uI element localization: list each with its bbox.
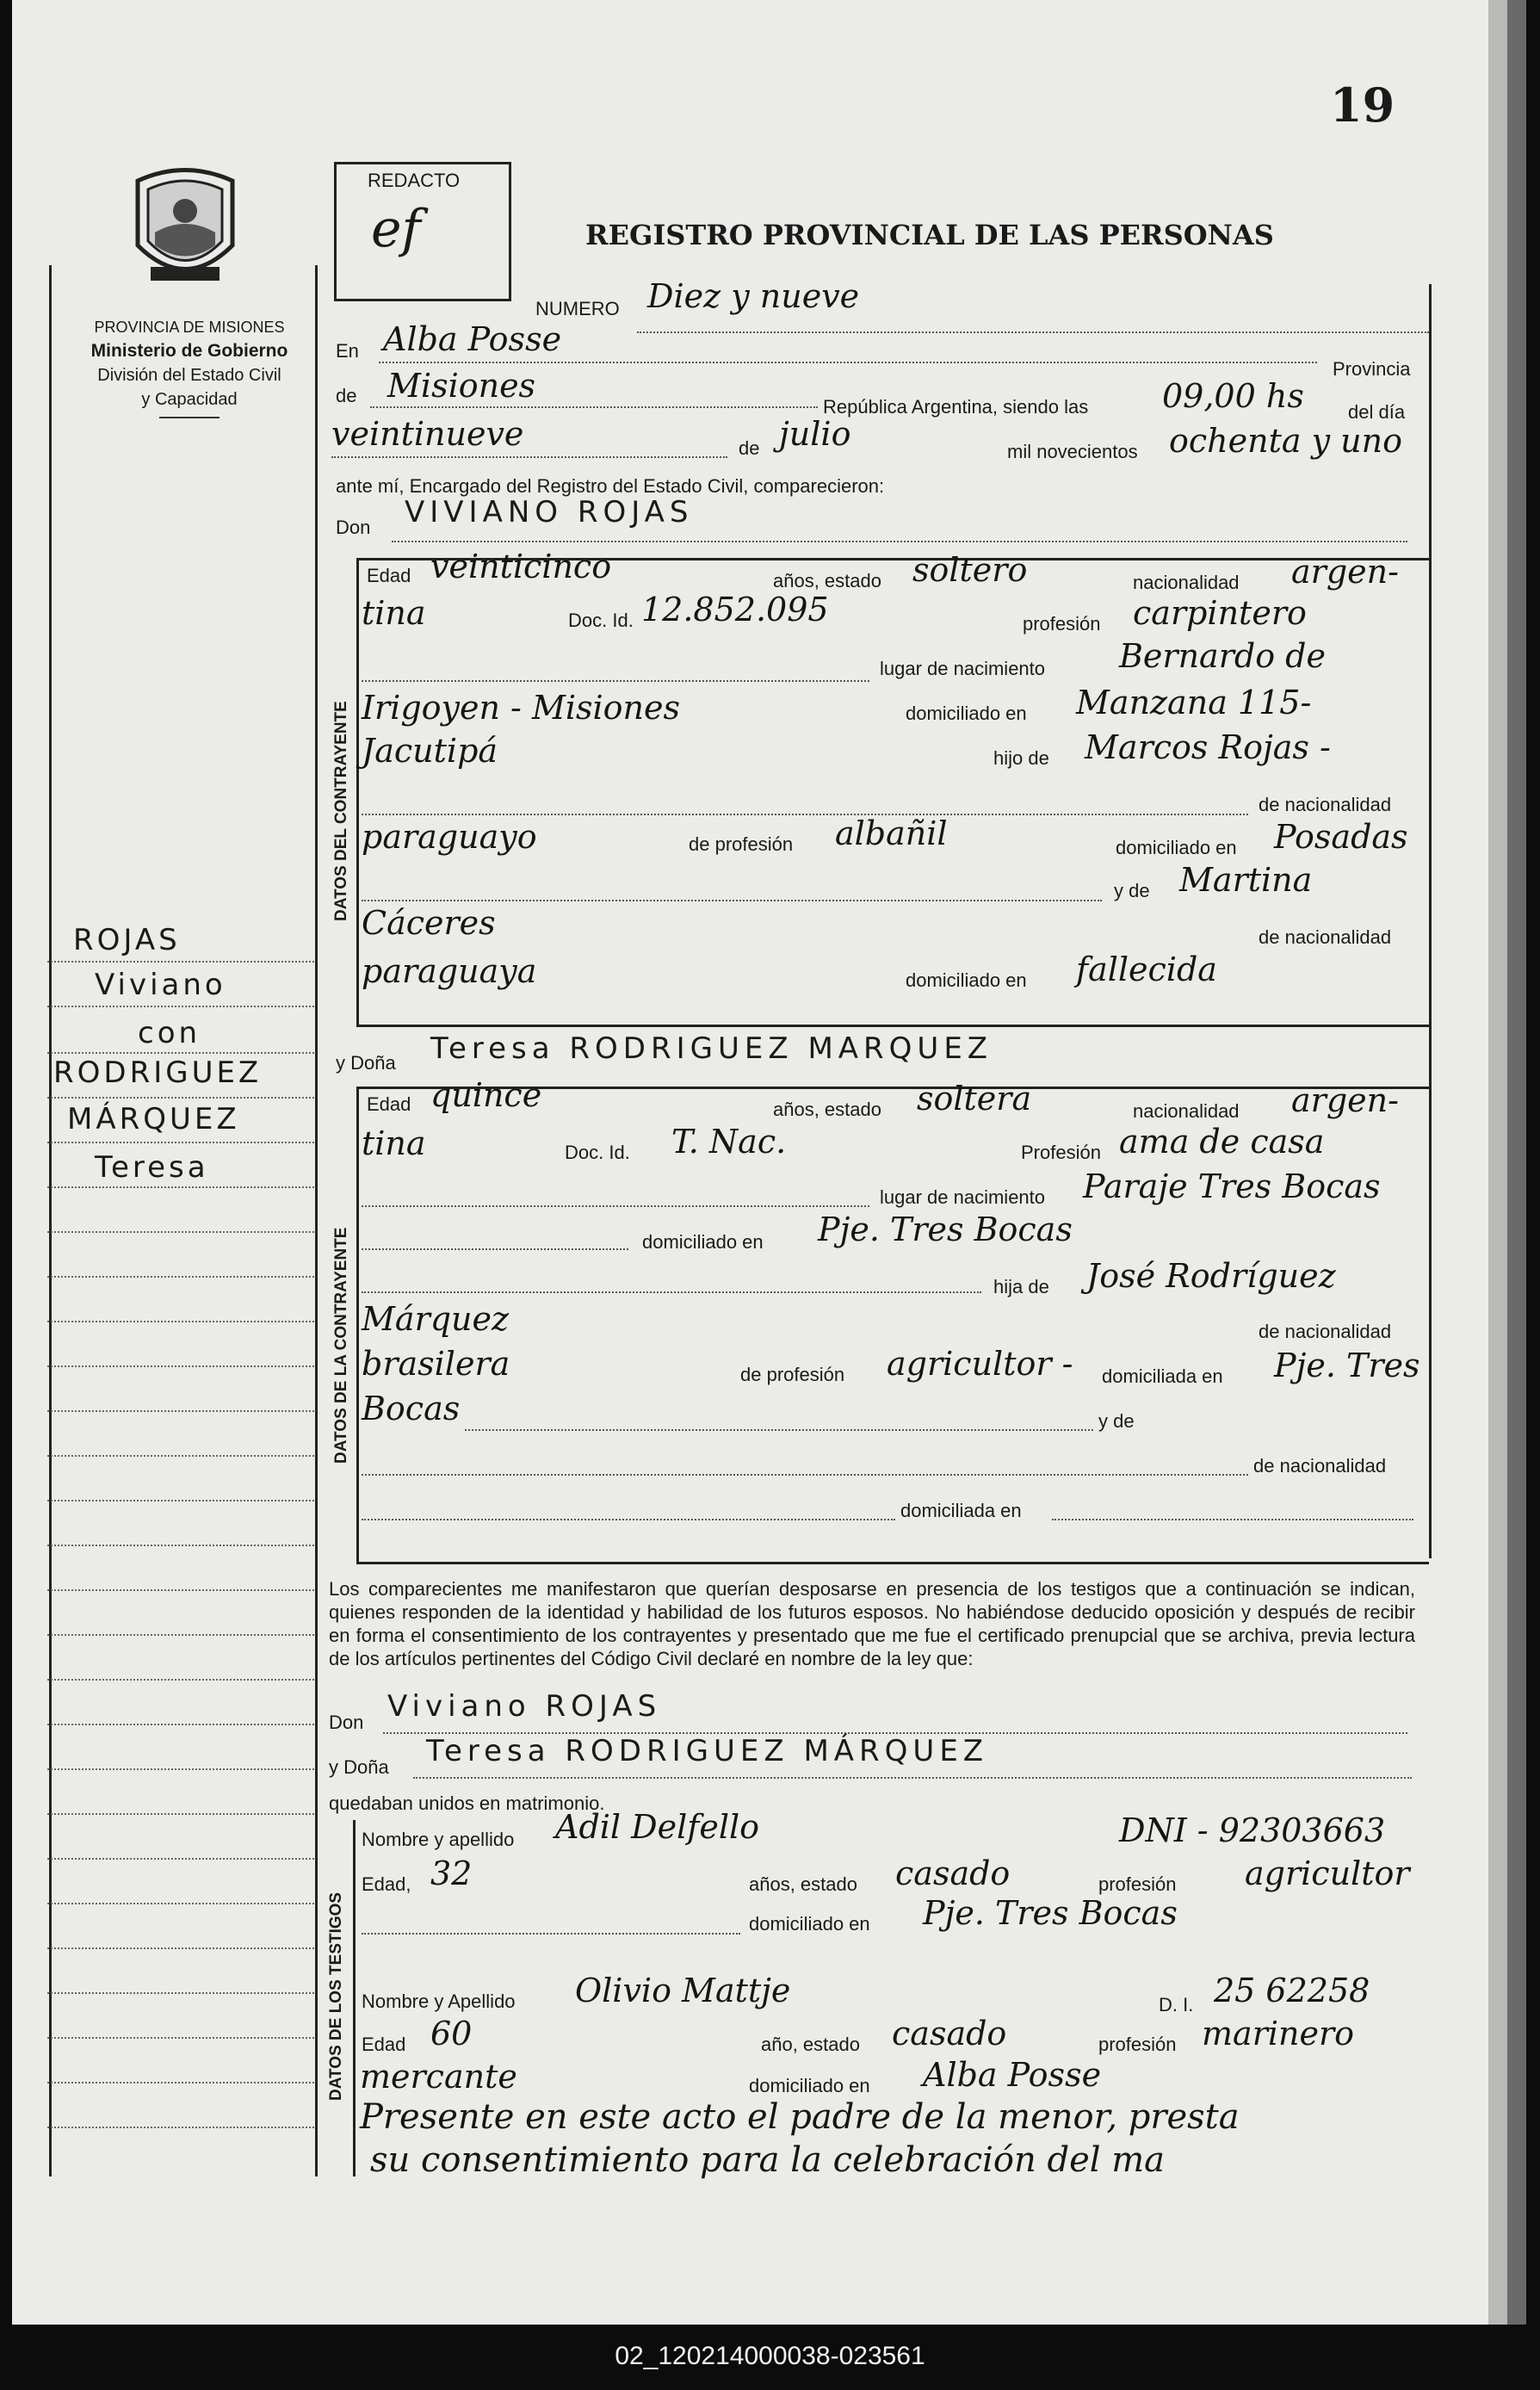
value-g-padre-nac: paraguayo <box>362 818 537 856</box>
label-t2-domicilio: domiciliado en <box>749 2075 870 2096</box>
label-g-nacionalidad: nacionalidad <box>1133 572 1240 593</box>
line-b-madre-dom <box>362 1519 895 1520</box>
value-t1-edad: 32 <box>430 1854 473 1892</box>
label-decl-dona: y Doña <box>329 1756 389 1778</box>
label-g-padre-nac: de nacionalidad <box>1259 794 1392 815</box>
label-b-profesion: Profesión <box>1021 1142 1101 1163</box>
line-b-madre <box>465 1429 1093 1431</box>
label-b-domicilio: domiciliado en <box>642 1231 764 1253</box>
line-b-dom <box>362 1248 628 1250</box>
margin-line <box>47 1768 314 1770</box>
page-edge <box>1488 0 1507 2325</box>
value-t2-estado: casado <box>892 2015 1007 2053</box>
label-g-domicilio: domiciliado en <box>906 703 1027 724</box>
margin-line <box>47 1500 314 1501</box>
label-b-lugar: lugar de nacimiento <box>880 1186 1046 1208</box>
label-b-padre-prof: de profesión <box>740 1364 845 1385</box>
value-t2-prof1: marinero <box>1202 2015 1355 2053</box>
value-g-lugar2: Irigoyen - Misiones <box>362 689 681 727</box>
label-b-edad: Edad <box>367 1093 411 1115</box>
margin-border-left <box>49 265 52 2176</box>
value-t1-dom: Pje. Tres Bocas <box>923 1894 1178 1932</box>
label-t2-di: D. I. <box>1159 1994 1194 2015</box>
value-b-padre-dom1: Pje. Tres <box>1274 1347 1420 1384</box>
value-b-dom: Pje. Tres Bocas <box>818 1210 1073 1248</box>
line-b-hija <box>362 1291 981 1293</box>
redacto-label: REDACTO <box>368 170 461 191</box>
margin-surname-groom: ROJAS <box>73 923 181 957</box>
margin-line <box>47 2037 314 2039</box>
label-de: de <box>336 385 357 406</box>
margin-line <box>47 2127 314 2128</box>
value-g-prof: carpintero <box>1133 594 1307 632</box>
value-g-madre-dom: fallecida <box>1076 950 1217 988</box>
margin-line <box>47 1410 314 1412</box>
label-t1-edad: Edad, <box>362 1873 411 1895</box>
line-g-blank <box>362 814 1248 815</box>
value-don: VIVIANO ROJAS <box>405 495 694 529</box>
value-en: Alba Posse <box>383 320 562 358</box>
line-dia <box>331 456 727 458</box>
label-g-lugar: lugar de nacimiento <box>880 658 1046 679</box>
label-t1-domicilio: domiciliado en <box>749 1913 870 1935</box>
margin-line <box>47 1142 314 1143</box>
value-g-padre-prof: albañil <box>835 814 948 852</box>
scan-filename: 02_120214000038-023561 <box>615 2342 925 2370</box>
redacto-box <box>334 162 511 301</box>
line-g-lugar <box>362 680 869 682</box>
value-decl-dona: Teresa RODRIGUEZ MÁRQUEZ <box>426 1734 989 1768</box>
margin-line <box>47 1724 314 1725</box>
label-republica: República Argentina, siendo las <box>823 396 1089 418</box>
label-t1-estado: años, estado <box>749 1873 857 1895</box>
issuer-division: División del Estado Civil <box>97 366 281 385</box>
label-b-nacionalidad: nacionalidad <box>1133 1100 1240 1122</box>
value-b-lugar: Paraje Tres Bocas <box>1083 1167 1381 1205</box>
value-note-2: su consentimiento para la celebración del ma <box>370 2140 1166 2180</box>
witness-border-left <box>353 1820 356 2176</box>
label-b-yde: y de <box>1098 1410 1135 1432</box>
margin-name-groom: Viviano <box>95 968 226 1002</box>
label-b-padre-nac: de nacionalidad <box>1259 1321 1392 1342</box>
value-b-estado: soltera <box>917 1080 1032 1118</box>
witness-section-label: DATOS DE LOS TESTIGOS <box>327 1892 345 2101</box>
value-de: Misiones <box>387 367 536 405</box>
line-g-madre <box>362 900 1102 901</box>
label-en: En <box>336 340 359 362</box>
form-border-right <box>1429 284 1432 1558</box>
margin-surname-bride-2: MÁRQUEZ <box>67 1102 240 1136</box>
value-g-padre: Marcos Rojas - <box>1085 728 1331 766</box>
margin-line <box>47 961 314 963</box>
margin-con: con <box>138 1016 201 1050</box>
line-b-lugar <box>362 1205 869 1207</box>
value-b-doc: T. Nac. <box>671 1123 787 1161</box>
value-b-nac1: argen- <box>1291 1081 1399 1119</box>
value-note-1: Presente en este acto el padre de la menor, presta <box>360 2097 1240 2137</box>
label-b-doc: Doc. Id. <box>565 1142 630 1163</box>
label-numero: NUMERO <box>535 298 620 319</box>
margin-surname-bride-1: RODRIGUEZ <box>53 1056 263 1090</box>
margin-line <box>47 1052 314 1054</box>
value-g-dom2: Jacutipá <box>362 732 498 770</box>
page-number: 19 <box>1330 77 1395 133</box>
label-g-profesion: profesión <box>1023 613 1101 635</box>
label-b-padre-dom: domiciliada en <box>1102 1365 1223 1387</box>
document-title: REGISTRO PROVINCIAL DE LAS PERSONAS <box>585 219 1274 251</box>
margin-line <box>47 1455 314 1457</box>
value-g-nac2: tina <box>362 594 426 632</box>
label-t1-nombre: Nombre y apellido <box>362 1829 515 1850</box>
margin-line <box>47 1813 314 1815</box>
label-del-dia: del día <box>1348 401 1406 423</box>
label-t1-profesion: profesión <box>1098 1873 1177 1895</box>
label-b-estado: años, estado <box>773 1099 881 1120</box>
province-seal-icon <box>129 164 241 293</box>
line-b-madre-dom-value <box>1052 1519 1413 1520</box>
line-b-madre-nac <box>362 1474 1248 1476</box>
value-b-padre-prof: agricultor - <box>887 1345 1073 1383</box>
value-t2-di: 25 62258 <box>1214 1972 1370 2009</box>
groom-border-left <box>356 558 359 1027</box>
value-t2-edad: 60 <box>430 2015 473 2053</box>
value-b-prof: ama de casa <box>1119 1123 1325 1161</box>
margin-line <box>47 1276 314 1278</box>
label-g-madre-nac: de nacionalidad <box>1259 926 1392 948</box>
value-g-nac1: argen- <box>1291 553 1399 591</box>
label-mil: mil novecientos <box>1007 441 1138 462</box>
margin-line <box>47 1186 314 1188</box>
margin-line <box>47 1634 314 1636</box>
value-g-madre1: Martina <box>1179 861 1313 899</box>
divider <box>159 417 220 418</box>
bride-section-label: DATOS DE LA CONTRAYENTE <box>332 1227 350 1464</box>
groom-border-bottom <box>356 1025 1429 1027</box>
bride-border-left <box>356 1087 359 1564</box>
groom-section-label: DATOS DEL CONTRAYENTE <box>332 701 350 921</box>
issuer-division-2: y Capacidad <box>141 390 238 409</box>
label-b-madre-nac: de nacionalidad <box>1253 1455 1387 1477</box>
label-g-estado: años, estado <box>773 570 881 591</box>
value-t2-nombre: Olivio Mattje <box>575 1972 791 2009</box>
margin-line <box>47 2082 314 2084</box>
margin-line <box>47 1589 314 1591</box>
label-de-mes: de <box>739 437 760 459</box>
declaration-paragraph: Los comparecientes me manifestaron que querían desposarse en presencia de los testigos que a continuación se indican, quienes responden de la identidad y habilidad de los futuros esposos. No habiéndose deducido oposición y después de recibir en forma el consentimiento de los contrayentes y presentado que me fue el certificado prenupcial que se archiva, previa lectura de los artículos pertinentes del Código Civil declaré en nombre de la ley que: <box>329 1578 1415 1669</box>
value-b-padre2: Márquez <box>362 1300 510 1338</box>
label-b-hija: hija de <box>993 1276 1049 1297</box>
value-b-nac2: tina <box>362 1124 426 1162</box>
value-g-madre2: Cáceres <box>362 904 496 942</box>
value-dia: veintinueve <box>331 415 524 453</box>
label-ante: ante mí, Encargado del Registro del Estado Civil, comparecieron: <box>336 475 885 497</box>
value-g-edad: veinticinco <box>430 548 612 585</box>
page-edge-shadow <box>1507 0 1526 2325</box>
label-don: Don <box>336 517 371 538</box>
value-mes: julio <box>779 415 851 453</box>
margin-line <box>47 1365 314 1367</box>
value-numero: Diez y nueve <box>647 277 860 315</box>
value-g-dom1: Manzana 115- <box>1076 684 1312 721</box>
value-decl-don: Viviano ROJAS <box>387 1689 662 1724</box>
margin-line <box>47 1006 314 1007</box>
value-g-estado: soltero <box>912 551 1028 589</box>
margin-line <box>47 1679 314 1681</box>
value-g-lugar1: Bernardo de <box>1119 637 1326 675</box>
value-dona: Teresa RODRIGUEZ MARQUEZ <box>430 1031 993 1066</box>
margin-line <box>47 1097 314 1099</box>
margin-line <box>47 1947 314 1949</box>
value-g-madre-nac: paraguaya <box>362 952 537 990</box>
margin-line <box>47 1231 314 1233</box>
value-hora: 09,00 hs <box>1162 377 1304 415</box>
value-t1-dni: DNI - 92303663 <box>1119 1811 1386 1849</box>
line-don <box>392 541 1407 542</box>
value-t2-dom: Alba Posse <box>923 2056 1102 2094</box>
value-t1-nombre: Adil Delfello <box>555 1808 759 1846</box>
value-anio: ochenta y uno <box>1169 422 1402 460</box>
margin-line <box>47 1545 314 1546</box>
margin-name-bride: Teresa <box>95 1150 209 1185</box>
label-t2-nombre: Nombre y Apellido <box>362 1991 516 2012</box>
bride-border-bottom <box>356 1562 1429 1564</box>
label-t2-profesion: profesión <box>1098 2034 1177 2055</box>
label-g-doc: Doc. Id. <box>568 610 634 631</box>
label-y-dona: y Doña <box>336 1052 396 1074</box>
issuer-province: PROVINCIA DE MISIONES <box>94 319 285 336</box>
line-de <box>370 406 818 408</box>
value-b-padre-dom2: Bocas <box>362 1390 461 1427</box>
line-en <box>379 362 1317 363</box>
label-decl-don: Don <box>329 1712 364 1733</box>
margin-line <box>47 1321 314 1322</box>
label-b-madre-dom: domiciliada en <box>900 1500 1022 1521</box>
line-t1-dom <box>362 1933 740 1935</box>
label-g-yde: y de <box>1114 880 1150 901</box>
value-g-doc: 12.852.095 <box>641 591 829 628</box>
margin-line <box>47 1992 314 1994</box>
label-t2-estado: año, estado <box>761 2034 860 2055</box>
value-t1-estado: casado <box>895 1854 1011 1892</box>
value-b-padre-nac: brasilera <box>362 1345 510 1383</box>
issuer-block <box>47 315 331 418</box>
margin-line <box>47 1903 314 1904</box>
label-g-padre-prof: de profesión <box>689 833 794 855</box>
margin-border-right <box>315 265 318 2176</box>
value-g-padre-dom: Posadas <box>1274 818 1408 856</box>
value-t2-prof2: mercante <box>360 2058 517 2096</box>
label-g-hijo: hijo de <box>993 747 1049 769</box>
label-g-padre-dom: domiciliado en <box>1116 837 1237 858</box>
value-b-edad: quince <box>430 1076 542 1114</box>
line-decl-dona <box>413 1777 1412 1779</box>
label-provincia: Provincia <box>1333 358 1411 380</box>
label-quedaban: quedaban unidos en matrimonio. <box>329 1792 605 1814</box>
issuer-ministry: Ministerio de Gobierno <box>90 341 288 361</box>
line-numero <box>637 331 1429 333</box>
value-b-padre1: José Rodríguez <box>1086 1257 1336 1295</box>
label-g-madre-dom: domiciliado en <box>906 969 1027 991</box>
margin-line <box>47 1858 314 1860</box>
value-t1-prof: agricultor <box>1245 1854 1410 1892</box>
label-t2-edad: Edad <box>362 2034 406 2055</box>
redacto-initials: ef <box>371 199 421 259</box>
label-g-edad: Edad <box>367 565 411 586</box>
